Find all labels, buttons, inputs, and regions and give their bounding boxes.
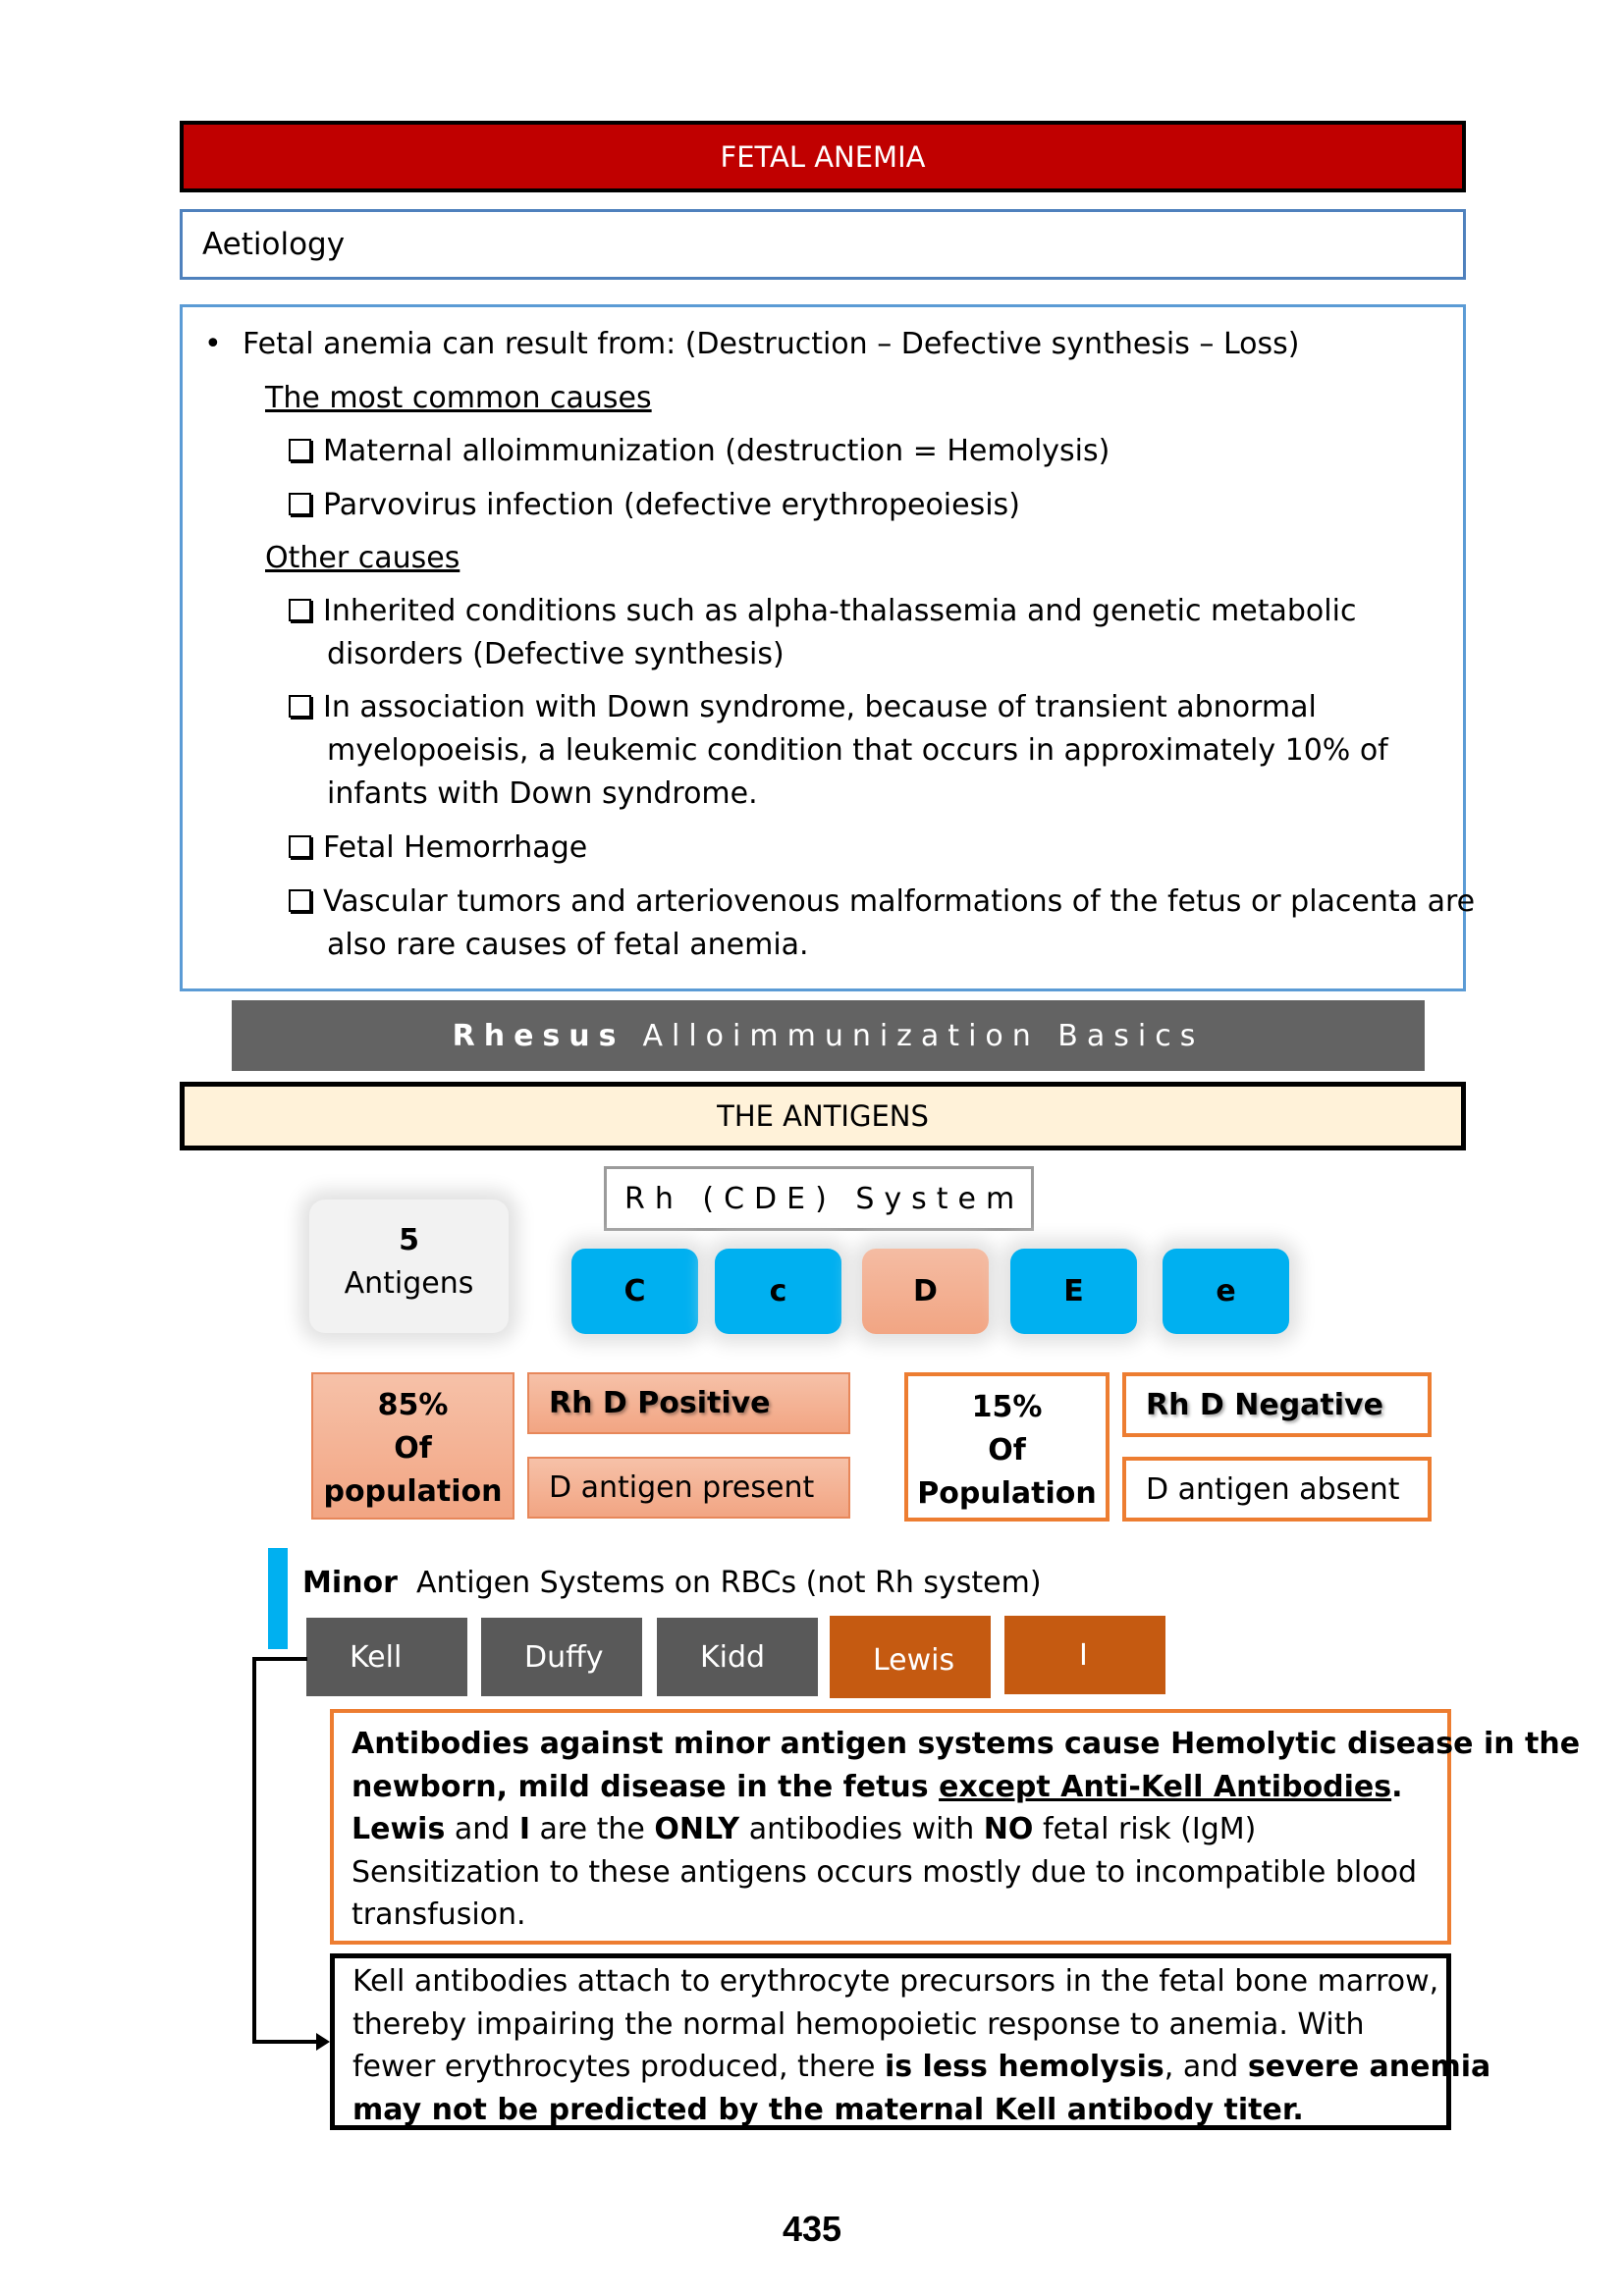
rh-negative-detail-box: D antigen absent [1122,1457,1432,1522]
rhesus-banner-text: Alloimmunization Basics [642,1018,1205,1053]
minor-antigen-kidd: Kidd [657,1618,818,1696]
subsection-heading-box [180,209,1466,280]
page-number: 435 [782,2209,842,2249]
subsection-heading: Aetiology [202,227,346,262]
minor-antigen-lewis: Lewis [830,1616,991,1698]
checkbox-bullet-icon [289,493,311,515]
list-item-continuation: myelopoeisis, a leukemic condition that occurs in approximately 10% of [327,733,1388,768]
minor-antibodies-note: Antibodies against minor antigen systems cause Hemolytic disease in the newborn, mild disease in the fetus except Anti-Kell Antibodies. Lewis and I are the ONLY antibodies with NO fetal risk (IgM) Sensitization to these antigens occurs mostly due to incompatible blood transfusion. [330,1709,1451,1945]
rh-positive-detail-box: D antigen present [527,1457,850,1519]
antigen-tile-e: e [1163,1249,1289,1334]
antigen-count-number: 5 [399,1223,419,1257]
rh-positive-title-box: Rh D Positive [527,1372,850,1434]
connector-line [252,1657,307,1661]
minor-antigen-duffy: Duffy [481,1618,642,1696]
bullet-icon: • [204,327,222,361]
antigens-heading: THE ANTIGENS [717,1099,929,1133]
checkbox-bullet-icon [289,599,311,621]
section-title-bar [180,121,1466,192]
rh-negative-title-box: Rh D Negative [1122,1372,1432,1437]
antigens-heading-bar [180,1082,1466,1150]
rh-system-label: Rh (CDE) System [624,1181,1025,1216]
antigen-count-label: Antigens [344,1266,474,1301]
checkbox-bullet-icon [289,695,311,718]
intro-text: Fetal anemia can result from: (Destruction – Defective synthesis – Loss) [243,327,1300,361]
rhesus-banner-bold: Rhesus [452,1018,625,1053]
minor-accent-bar [268,1548,288,1649]
list-item: Vascular tumors and arteriovenous malformations of the fetus or placenta are [289,881,1475,924]
checkbox-bullet-icon [289,439,311,461]
rh-negative-percent-box: 15% Of Population [904,1372,1110,1522]
list-item: Maternal alloimmunization (destruction = Hemolysis) [289,430,1110,473]
rh-system-label-box [604,1166,1034,1231]
list-item-continuation: infants with Down syndrome. [327,776,758,811]
arrow-right-icon [316,2033,330,2051]
list-item-continuation: disorders (Defective synthesis) [327,637,785,671]
other-causes-heading: Other causes [265,541,460,575]
connector-line [252,2040,319,2044]
common-causes-heading: The most common causes [265,381,652,415]
minor-antigen-kell: Kell [306,1618,467,1696]
antigen-count-box [309,1200,509,1333]
list-item: Fetal Hemorrhage [289,827,587,870]
rh-positive-percent-box: 85% Of population [311,1372,514,1520]
antigen-tile-E: E [1010,1249,1137,1334]
rhesus-banner [232,1000,1425,1071]
antigen-tile-C: C [571,1249,698,1334]
checkbox-bullet-icon [289,835,311,858]
connector-line [252,1657,256,2044]
list-item: Inherited conditions such as alpha-thalassemia and genetic metabolic [289,590,1356,633]
list-item-continuation: also rare causes of fetal anemia. [327,928,809,962]
kell-antibodies-note: Kell antibodies attach to erythrocyte precursors in the fetal bone marrow, thereby impairing the normal hemopoietic response to anemia. With fewer erythrocytes produced, there is less hemolysis, and severe anemia may not be predicted by the maternal Kell antibody titer. [330,1953,1451,2130]
minor-antigen-i: I [1004,1616,1165,1694]
antigen-tile-c: c [715,1249,841,1334]
list-item: Parvovirus infection (defective erythropeoiesis) [289,484,1020,527]
antigen-tile-D: D [862,1249,989,1334]
minor-antigens-title: Minor Antigen Systems on RBCs (not Rh system) [302,1566,1042,1600]
checkbox-bullet-icon [289,889,311,912]
list-item: In association with Down syndrome, because of transient abnormal [289,686,1317,729]
aetiology-content-box [180,304,1476,991]
section-title: FETAL ANEMIA [720,139,926,174]
